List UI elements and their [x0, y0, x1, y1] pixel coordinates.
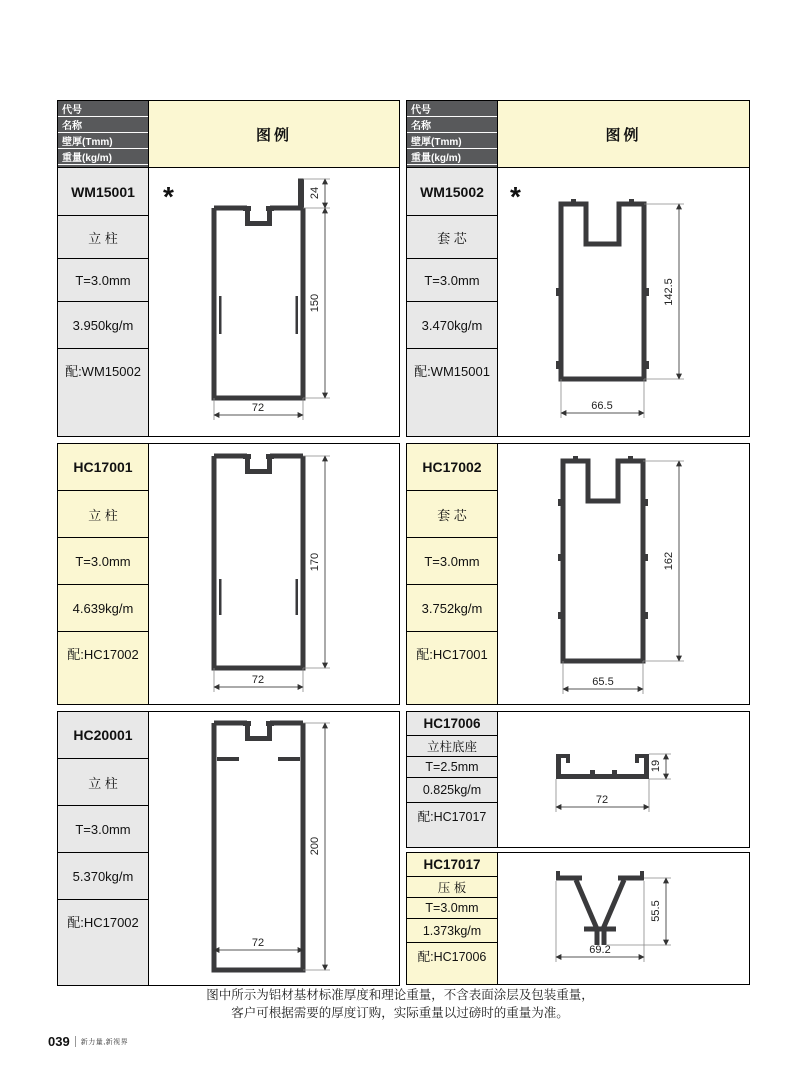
- match-cell: 配:WM15002: [58, 349, 148, 436]
- v-profile: [556, 878, 644, 945]
- asterisk: *: [163, 181, 174, 212]
- profile-block-hc17002: [406, 443, 750, 705]
- hc17006-drawing: [498, 712, 749, 847]
- match-cell: 配:HC17001: [407, 632, 497, 704]
- header-row-weight: 重量(kg/m): [58, 149, 148, 165]
- dim-width-label: 72: [251, 402, 265, 414]
- dim-height-label: 150: [309, 293, 321, 313]
- thickness-cell: T=3.0mm: [58, 259, 148, 302]
- wm15002-labels: [407, 168, 498, 436]
- hc17006-drawing-area: [498, 712, 749, 847]
- profile-block-hc17006: [406, 711, 750, 848]
- note-line-1: 图中所示为铝材基材标准厚度和理论重量，不含表面涂层及包装重量，: [206, 988, 594, 1002]
- thickness-cell: T=3.0mm: [58, 806, 148, 853]
- hc20001-drawing: [149, 712, 399, 985]
- wm15001-row: [58, 168, 399, 436]
- hc17017-drawing: [498, 853, 749, 984]
- legend-header: 图例: [498, 101, 749, 167]
- table-header-right: [407, 101, 749, 168]
- name-cell: 压 板: [407, 877, 497, 898]
- dim-height-label: 170: [309, 552, 321, 572]
- hc17002-labels: [407, 444, 498, 704]
- page-number: 039: [48, 1034, 70, 1049]
- weight-cell: 0.825kg/m: [407, 778, 497, 803]
- weight-cell: 3.752kg/m: [407, 585, 497, 632]
- dim-fin-label: 24: [309, 186, 321, 200]
- thickness-cell: T=3.0mm: [407, 898, 497, 919]
- dim-width-label: 66.5: [591, 400, 613, 412]
- t-slot-notch: [243, 721, 274, 741]
- hc20001-labels: [58, 712, 149, 985]
- hc17002-drawing-area: [498, 444, 749, 704]
- thickness-cell: T=3.0mm: [407, 259, 497, 302]
- hc17017-drawing-area: [498, 853, 749, 984]
- match-cell: 配:HC17002: [58, 632, 148, 704]
- profile-block-hc20001: [57, 711, 400, 986]
- profile-block-wm15001: [57, 100, 400, 437]
- dim-height-label: 200: [309, 836, 321, 856]
- t-slot-notch: [243, 206, 274, 226]
- hc17001-labels: [58, 444, 149, 704]
- code-cell: HC17017: [407, 853, 497, 877]
- header-row-thickness: 壁厚(Tmm): [407, 133, 497, 149]
- wm15002-drawing: [498, 168, 749, 435]
- weight-cell: 1.373kg/m: [407, 919, 497, 943]
- match-cell: 配:HC17017: [407, 803, 497, 847]
- note-line-2: 客户可根据需要的厚度订购，实际重量以过磅时的重量为准。: [231, 1006, 569, 1020]
- name-cell: 套 芯: [407, 216, 497, 259]
- hc17017-labels: [407, 853, 498, 984]
- header-row-code: 代号: [58, 101, 148, 117]
- header-row-name: 名称: [58, 117, 148, 133]
- match-cell: 配:WM15001: [407, 349, 497, 436]
- name-cell: 立 柱: [58, 491, 148, 538]
- dim-width-label: 72: [251, 937, 265, 949]
- weight-cell: 3.950kg/m: [58, 302, 148, 349]
- header-label-column: [58, 101, 149, 167]
- header-row-name: 名称: [407, 117, 497, 133]
- page-footer: [48, 1034, 128, 1049]
- weight-cell: 5.370kg/m: [58, 853, 148, 900]
- code-cell: HC17006: [407, 712, 497, 736]
- note-text: [0, 986, 800, 1022]
- dim-width-label: 72: [251, 674, 265, 686]
- footer-divider: [75, 1036, 76, 1047]
- dim-width-label: 72: [595, 794, 609, 806]
- header-row-code: 代号: [407, 101, 497, 117]
- wm15001-labels: [58, 168, 149, 436]
- code-cell: HC20001: [58, 712, 148, 759]
- header-label-column: [407, 101, 498, 167]
- dim-width-label: 69.2: [589, 944, 611, 956]
- profile-block-wm15002: [406, 100, 750, 437]
- wm15002-row: [407, 168, 749, 436]
- code-cell: HC17001: [58, 444, 148, 491]
- inner-flange-right: [278, 757, 300, 761]
- dim-height-label: 162: [663, 551, 675, 571]
- header-row-thickness: 壁厚(Tmm): [58, 133, 148, 149]
- thickness-cell: T=3.0mm: [407, 538, 497, 585]
- hc17001-drawing: [149, 444, 399, 704]
- header-row-weight: 重量(kg/m): [407, 149, 497, 165]
- wm15001-drawing-area: [149, 168, 399, 436]
- hc20001-drawing-area: [149, 712, 399, 985]
- weight-cell: 3.470kg/m: [407, 302, 497, 349]
- thickness-cell: T=3.0mm: [58, 538, 148, 585]
- base-profile: [556, 754, 649, 779]
- right-column: [406, 100, 750, 985]
- match-cell: 配:HC17002: [58, 900, 148, 985]
- weight-cell: 4.639kg/m: [58, 585, 148, 632]
- profile-block-hc17017: [406, 852, 750, 985]
- inner-flange-left: [217, 757, 239, 761]
- hc17001-drawing-area: [149, 444, 399, 704]
- t-slot-notch: [243, 454, 274, 474]
- hc17002-drawing: [498, 444, 749, 704]
- thickness-cell: T=2.5mm: [407, 757, 497, 778]
- legend-header: 图例: [149, 101, 399, 167]
- left-column: [57, 100, 400, 986]
- wall-ticks: [558, 456, 648, 619]
- dim-width-label: 65.5: [592, 676, 614, 688]
- wall-ticks: [556, 199, 649, 369]
- name-cell: 立 柱: [58, 216, 148, 259]
- name-cell: 套 芯: [407, 491, 497, 538]
- match-cell: 配:HC17006: [407, 943, 497, 984]
- profile-block-hc17001: [57, 443, 400, 705]
- wm15001-drawing: [149, 168, 399, 435]
- wm15002-drawing-area: [498, 168, 749, 436]
- dim-height-label: 55.5: [650, 900, 662, 922]
- code-cell: HC17002: [407, 444, 497, 491]
- hc17006-labels: [407, 712, 498, 847]
- code-cell: WM15001: [58, 168, 148, 216]
- footer-slogan: 新力量,新视界: [80, 1038, 129, 1046]
- dim-height-label: 142.5: [663, 278, 675, 306]
- dim-height-label: 19: [650, 759, 662, 773]
- code-cell: WM15002: [407, 168, 497, 216]
- name-cell: 立柱底座: [407, 736, 497, 757]
- table-header-left: [58, 101, 399, 168]
- name-cell: 立 柱: [58, 759, 148, 806]
- asterisk: *: [510, 181, 521, 212]
